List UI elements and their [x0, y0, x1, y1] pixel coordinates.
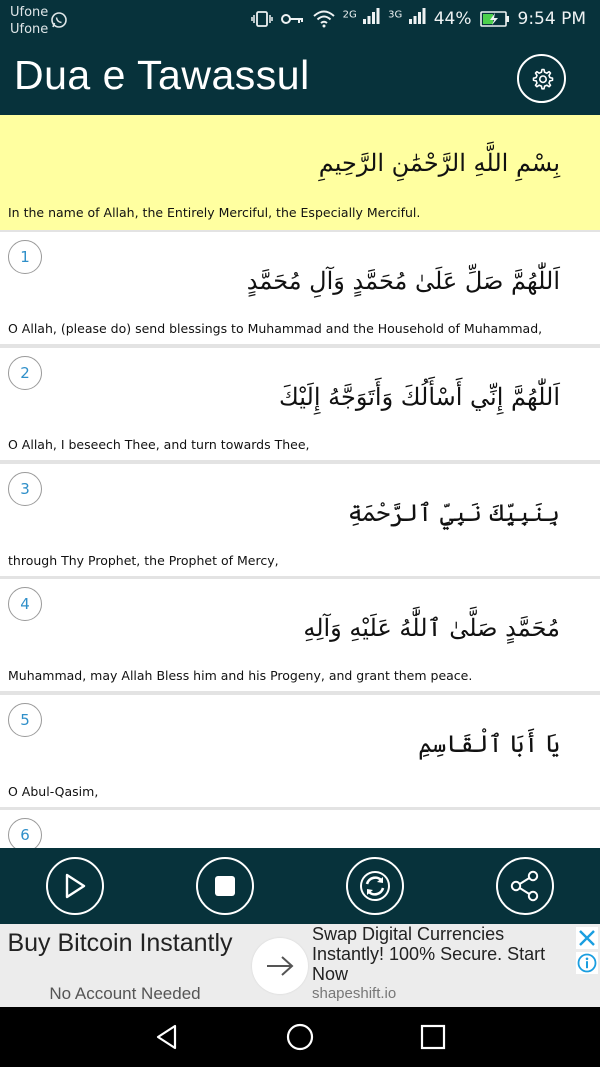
- ad-subtitle: No Account Needed: [49, 984, 201, 1003]
- key-icon: [281, 12, 305, 26]
- verse-translation: O Allah, (please do) send blessings to Muhammad and the Household of Muhammad,: [8, 321, 543, 336]
- info-icon[interactable]: [576, 952, 598, 974]
- verse-row[interactable]: [0, 464, 600, 576]
- gear-icon: [530, 67, 554, 91]
- network-2-signal: [388, 8, 426, 29]
- verse-translation: through Thy Prophet, the Prophet of Mercy,: [8, 553, 279, 568]
- app-bar: [0, 42, 600, 115]
- basmala-translation: In the name of Allah, the Entirely Merciful, the Especially Merciful.: [8, 205, 421, 220]
- carrier-1: Ufone: [10, 5, 49, 20]
- home-button[interactable]: [284, 1021, 316, 1053]
- verse-number: 3: [8, 472, 42, 506]
- back-button[interactable]: [151, 1021, 183, 1053]
- carrier-2: Ufone: [10, 22, 49, 37]
- ad-banner[interactable]: [0, 924, 600, 1007]
- verse-number: 6: [8, 818, 42, 848]
- verse-number: 2: [8, 356, 42, 390]
- network-1-label: 2G: [342, 9, 357, 21]
- stop-icon: [214, 875, 236, 897]
- share-icon: [508, 869, 542, 903]
- basmala-arabic: بِسْمِ اللَّهِ الرَّحْمَٰنِ الرَّحِيمِ: [318, 149, 560, 177]
- signal-icon: [362, 8, 380, 24]
- basmala-row[interactable]: [0, 115, 600, 230]
- verse-arabic: مُحَمَّدٍ صَلَّىٰ ٱللَّٰهُ عَلَيْهِ وَآلِهِ: [303, 614, 560, 642]
- arrow-right-icon: [265, 955, 295, 977]
- battery-charging-icon: [480, 11, 510, 27]
- battery-level: 44%: [433, 8, 472, 29]
- verse-row[interactable]: [0, 810, 600, 848]
- page-title: Dua e Tawassul: [14, 52, 310, 98]
- status-bar: [0, 0, 600, 42]
- verse-translation: O Abul-Qasim,: [8, 784, 99, 799]
- verse-arabic: اَللّٰهُمَّ إِنِّي أَسْأَلُكَ وَأَتَوَجَّهُ إِلَيْكَ: [279, 383, 560, 411]
- back-icon: [153, 1023, 181, 1051]
- network-1-signal: [343, 8, 381, 29]
- network-2-label: 3G: [388, 9, 403, 21]
- verse-arabic: اَللّٰهُمَّ صَلِّ عَلَىٰ مُحَمَّدٍ وَآلِ مُحَمَّدٍ: [246, 267, 560, 295]
- system-nav-bar: [0, 1007, 600, 1067]
- whatsapp-icon: [50, 11, 68, 29]
- ad-arrow-button[interactable]: [252, 938, 308, 994]
- play-icon: [62, 872, 88, 900]
- verse-number: 1: [8, 240, 42, 274]
- recents-button[interactable]: [417, 1021, 449, 1053]
- repeat-button[interactable]: [346, 857, 404, 915]
- verse-row[interactable]: [0, 232, 600, 344]
- verse-number: 4: [8, 587, 42, 621]
- wifi-icon: [313, 10, 335, 28]
- verse-translation: Muhammad, may Allah Bless him and his Progeny, and grant them peace.: [8, 668, 473, 683]
- ad-url[interactable]: shapeshift.io: [312, 985, 397, 1002]
- signal-icon: [408, 8, 426, 24]
- home-icon: [285, 1022, 315, 1052]
- verse-row[interactable]: [0, 579, 600, 691]
- clock: 9:54 PM: [517, 8, 586, 29]
- verse-arabic: يَا أَبَا ٱلْقَاسِمِ: [418, 730, 560, 758]
- settings-button[interactable]: [517, 54, 566, 103]
- playback-controls: [0, 848, 600, 924]
- verse-row[interactable]: [0, 348, 600, 460]
- ad-description[interactable]: Swap Digital Currencies Instantly! 100% Secure. Start Now: [312, 924, 546, 984]
- verse-arabic: بِنَبِيِّكَ نَبِيِّ ٱلرَّحْمَةِ: [347, 499, 560, 527]
- stop-button[interactable]: [196, 857, 254, 915]
- close-icon[interactable]: [576, 927, 598, 949]
- verse-translation: O Allah, I beseech Thee, and turn towards Thee,: [8, 437, 310, 452]
- share-button[interactable]: [496, 857, 554, 915]
- repeat-icon: [356, 867, 394, 905]
- recents-icon: [419, 1023, 447, 1051]
- dua-list[interactable]: [0, 115, 600, 848]
- status-icons: [251, 8, 586, 29]
- verse-number: 5: [8, 703, 42, 737]
- ad-headline[interactable]: Buy Bitcoin Instantly: [7, 929, 233, 957]
- verse-row[interactable]: [0, 695, 600, 807]
- play-button[interactable]: [46, 857, 104, 915]
- vibrate-icon: [251, 10, 273, 28]
- carrier-labels: [10, 4, 48, 38]
